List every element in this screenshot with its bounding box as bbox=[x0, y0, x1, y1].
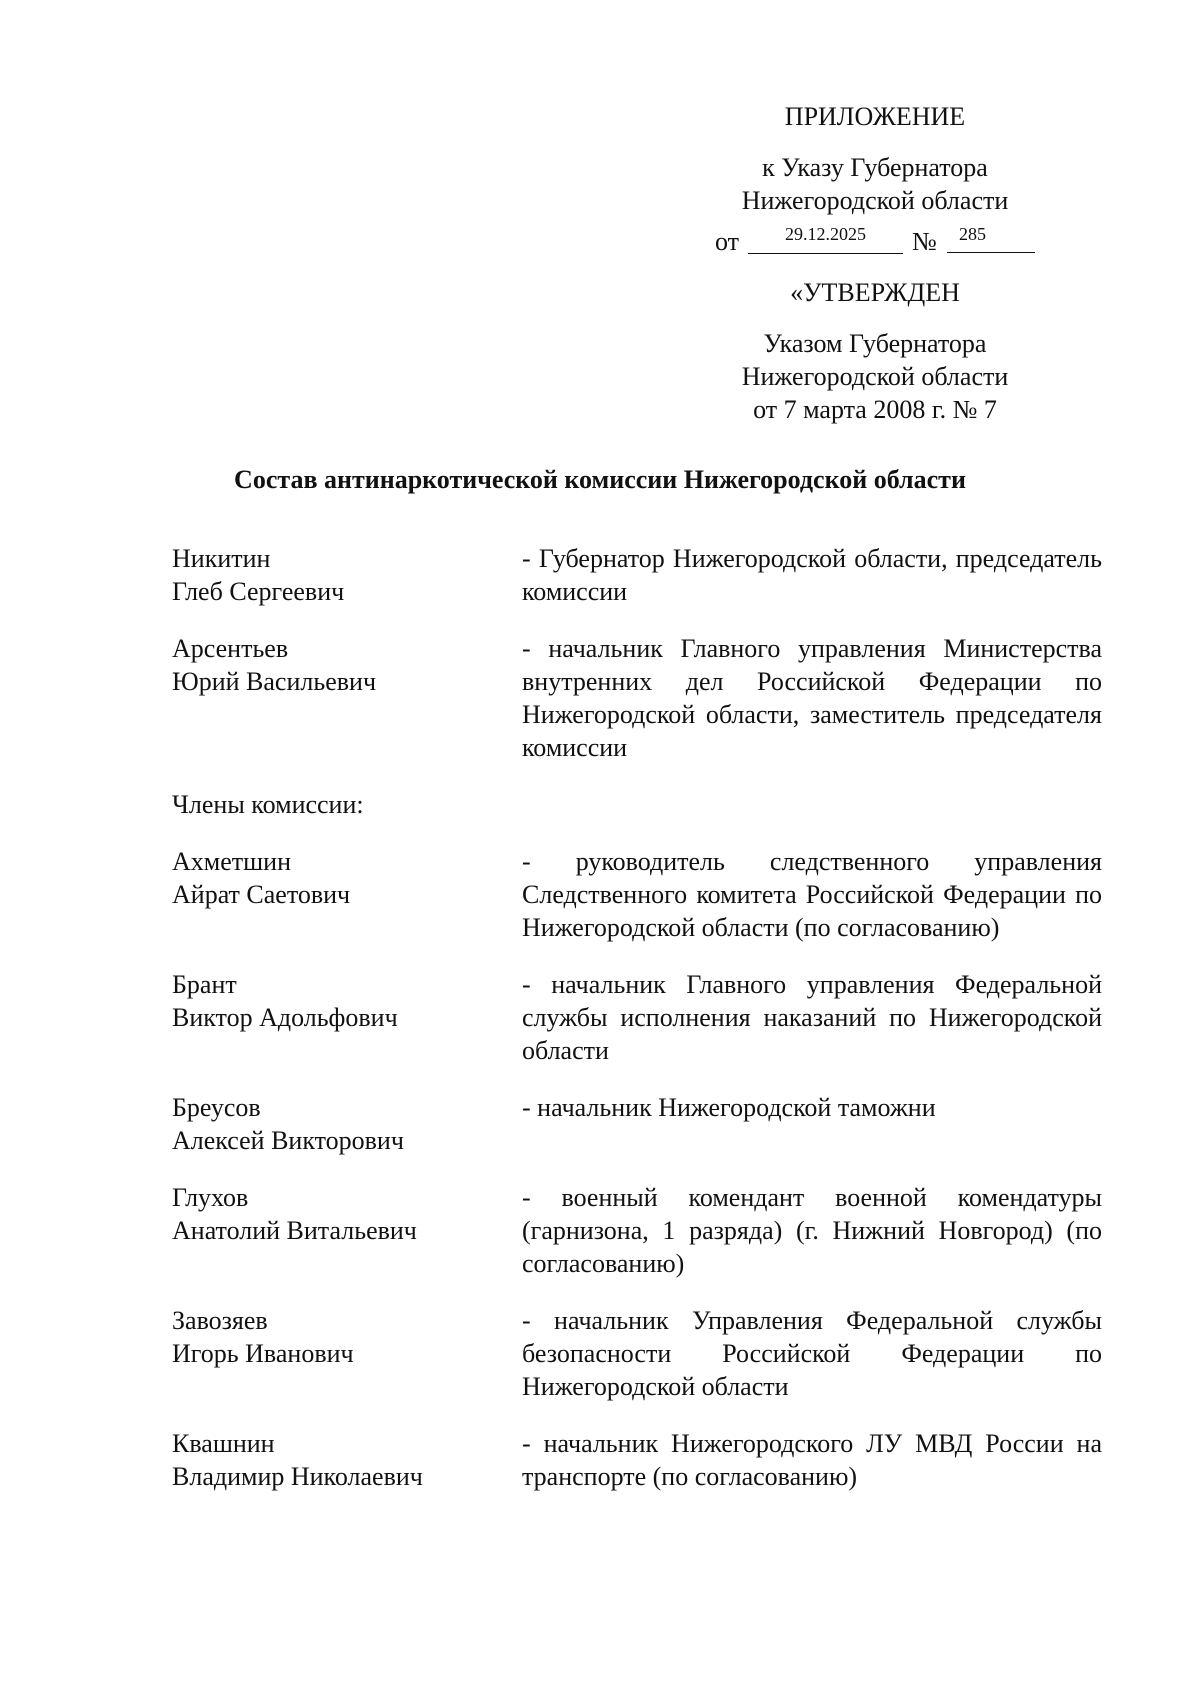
commission-composition bbox=[172, 542, 1102, 1517]
member-name bbox=[172, 968, 522, 1067]
annex-decree-ref: к Указу Губернатора bbox=[762, 153, 988, 182]
member-given-name: Виктор Адольфович bbox=[172, 1003, 398, 1032]
member-name bbox=[172, 1181, 522, 1280]
member-role: - руководитель следственного управления Следственного комитета Российской Федерации по Нижегородской области (по согласованию) bbox=[522, 847, 1102, 942]
member-role: - начальник Нижегородского ЛУ МВД России на транспорте (по согласованию) bbox=[522, 1429, 1102, 1491]
member-row bbox=[172, 1091, 1102, 1157]
annex-region: Нижегородской области bbox=[741, 186, 1009, 215]
annex-header bbox=[700, 100, 1050, 261]
member-row bbox=[172, 1181, 1102, 1280]
member-row bbox=[172, 1304, 1102, 1403]
approval-stamp-block bbox=[700, 276, 1050, 426]
member-name bbox=[172, 1427, 522, 1493]
member-role: - начальник Главного управления Федеральной службы исполнения наказаний по Нижегородской области bbox=[522, 970, 1102, 1065]
decree-date: 29.12.2025 bbox=[748, 221, 903, 254]
approved-region: Нижегородской области bbox=[741, 362, 1009, 391]
member-role: - военный комендант военной комендатуры (гарнизона, 1 разряда) (г. Нижний Новгород) (по согласованию) bbox=[522, 1183, 1102, 1278]
member-name bbox=[172, 1304, 522, 1403]
member-role: - начальник Управления Федеральной службы безопасности Российской Федерации по Нижегородской области bbox=[522, 1306, 1102, 1401]
member-name bbox=[172, 542, 522, 608]
member-surname: Квашнин bbox=[172, 1429, 275, 1458]
member-row bbox=[172, 542, 1102, 608]
member-surname: Бреусов bbox=[172, 1093, 261, 1122]
member-name bbox=[172, 845, 522, 944]
member-given-name: Алексей Викторович bbox=[172, 1126, 404, 1155]
member-surname: Никитин bbox=[172, 544, 271, 573]
member-given-name: Игорь Иванович bbox=[172, 1339, 354, 1368]
member-given-name: Анатолий Витальевич bbox=[172, 1216, 417, 1245]
number-sign: № bbox=[912, 227, 937, 256]
member-row bbox=[172, 1427, 1102, 1493]
member-given-name: Юрий Васильевич bbox=[172, 667, 377, 696]
approved-decree: Указом Губернатора bbox=[763, 329, 987, 358]
member-surname: Брант bbox=[172, 970, 237, 999]
member-role: - начальник Нижегородской таможни bbox=[522, 1093, 936, 1122]
decree-number: 285 bbox=[947, 221, 1035, 253]
member-given-name: Глеб Сергеевич bbox=[172, 577, 345, 606]
member-given-name: Владимир Николаевич bbox=[172, 1462, 423, 1491]
decree-date-number-line bbox=[700, 221, 1050, 261]
member-role: - Губернатор Нижегородской области, председатель комиссии bbox=[522, 544, 1102, 606]
member-name bbox=[172, 1091, 522, 1157]
member-surname: Ахметшин bbox=[172, 847, 291, 876]
approved-title: «УТВЕРЖДЕН bbox=[790, 278, 960, 307]
member-given-name: Айрат Саетович bbox=[172, 880, 351, 909]
member-row bbox=[172, 968, 1102, 1067]
member-role: - начальник Главного управления Министерства внутренних дел Российской Федерации по Нижегородской области, заместитель председателя комиссии bbox=[522, 634, 1102, 762]
members-section-label: Члены комиссии: bbox=[172, 790, 364, 819]
annex-title: ПРИЛОЖЕНИЕ bbox=[784, 102, 966, 131]
date-prefix: от bbox=[715, 227, 740, 256]
member-surname: Глухов bbox=[172, 1183, 249, 1212]
member-name bbox=[172, 632, 522, 764]
member-row bbox=[172, 845, 1102, 944]
member-surname: Арсентьев bbox=[172, 634, 289, 663]
approved-date: от 7 марта 2008 г. № 7 bbox=[753, 395, 997, 424]
member-surname: Завозяев bbox=[172, 1306, 268, 1335]
member-row bbox=[172, 632, 1102, 764]
document-title: Состав антинаркотической комиссии Нижегородской области bbox=[234, 465, 966, 494]
